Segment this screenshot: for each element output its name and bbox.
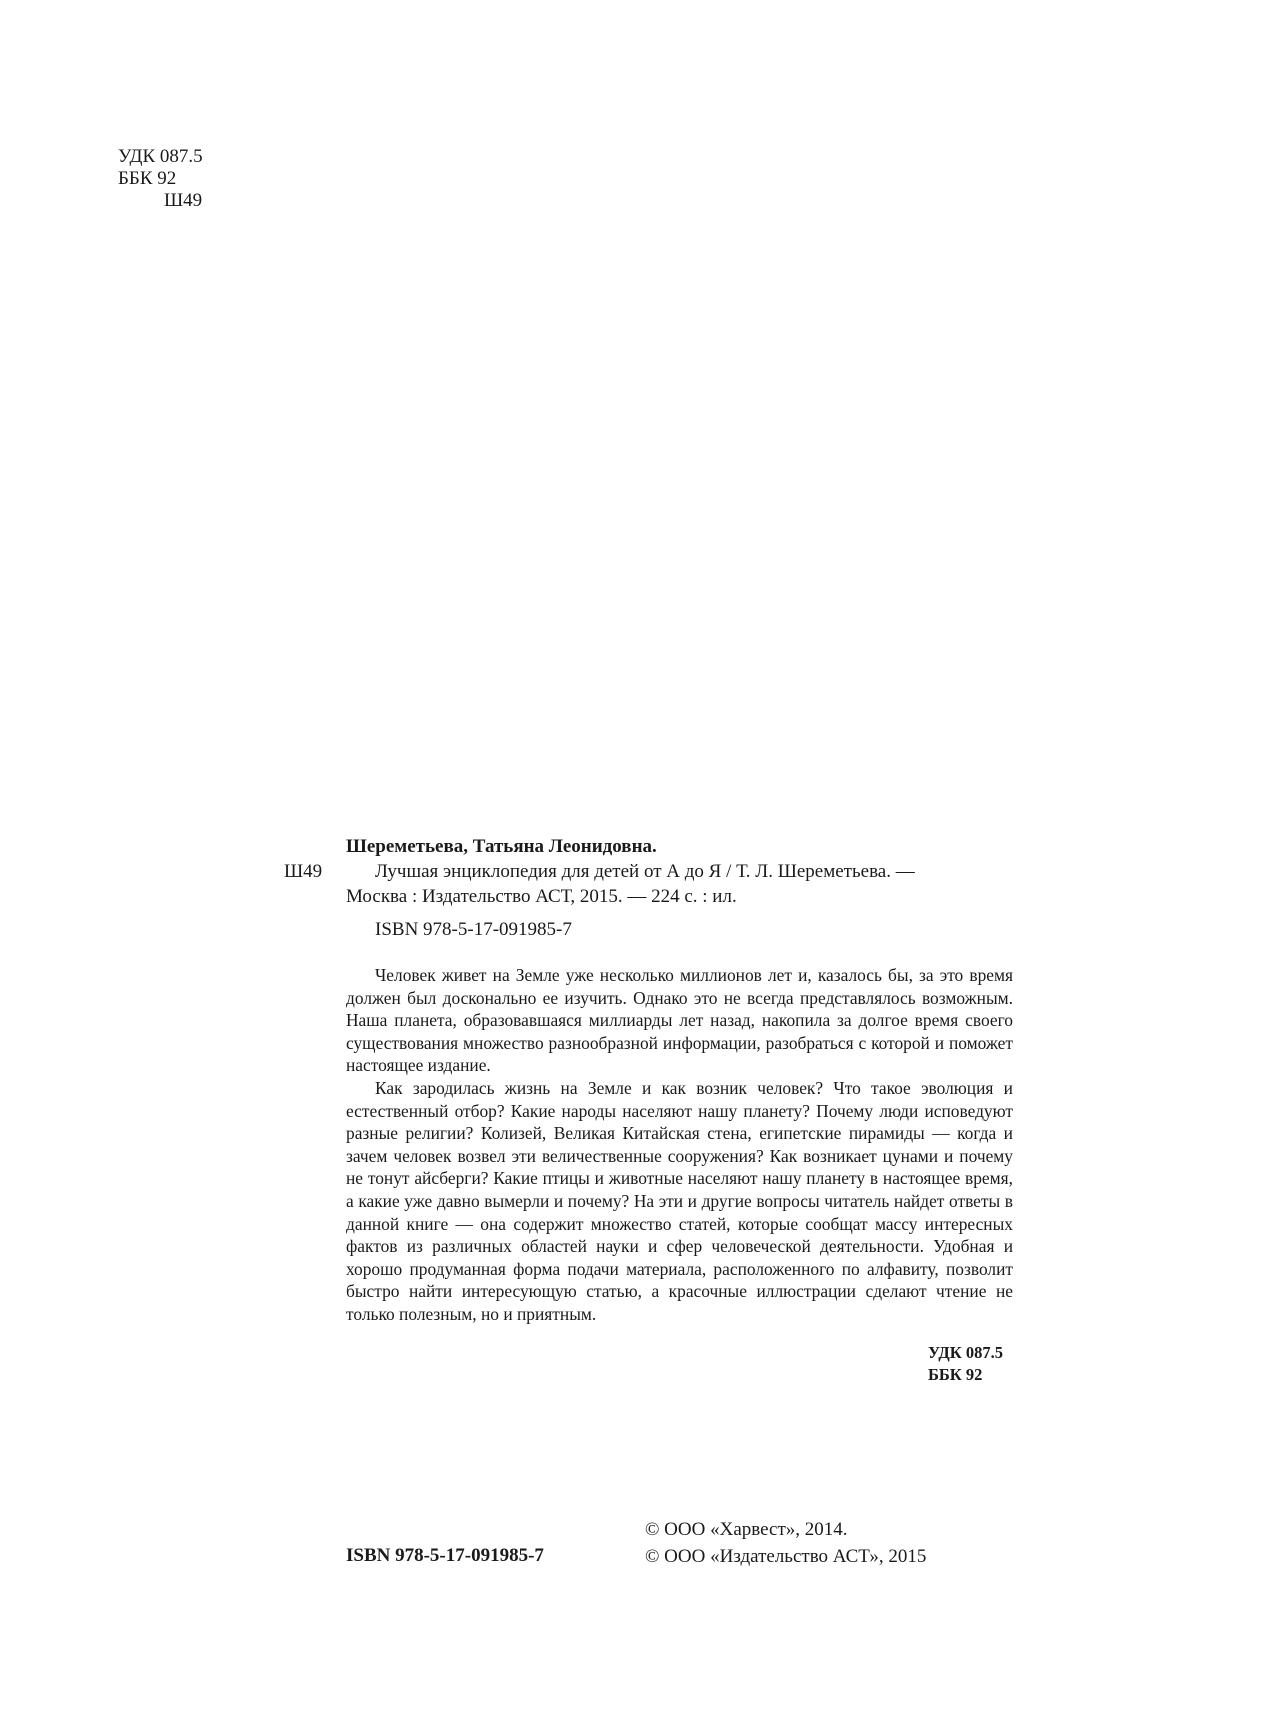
bbk-code: ББК 92 [118,168,177,189]
book-title-line-2: Москва : Издательство АСТ, 2015. — 224 с. : ил. [346,886,737,907]
classification-codes-bottom [346,1342,1013,1386]
card-author-mark: Ш49 [284,861,323,882]
annotation-paragraph-1: Человек живет на Земле уже несколько миллионов лет и, казалось бы, за это время должен был досконально ее изучить. Однако это не всегда представлялось возможным. Наша планета, образовавшаяся миллиарды лет назад, накопила за долгое время своего существования множество разнообразной информации, разобраться с которой и поможет настоящее издание. [346,965,1013,1076]
bibliographic-card [284,834,1013,1386]
bottom-bbk-code: ББК 92 [927,1364,983,1384]
classification-codes-top [118,146,203,212]
annotation [346,964,1013,1326]
author-mark: Ш49 [164,190,203,211]
footer-isbn: ISBN 978-5-17-091985-7 [346,1545,544,1566]
author-name: Шереметьева, Татьяна Леонидовна. [346,836,657,857]
book-title-line-1: Лучшая энциклопедия для детей от А до Я / Т. Л. Шереметьева. — [375,861,915,882]
card-isbn: ISBN 978-5-17-091985-7 [375,919,572,940]
annotation-paragraph-2: Как зародилась жизнь на Земле и как возник человек? Что такое эволюция и естественный отбор? Какие народы населяют нашу планету? Почему люди исповедуют разные религии? Колизей, Великая Китайская стена, египетские пирамиды — когда и зачем человек возвел эти величественные сооружения? Как возникает цунами и почему не тонут айсберги? Какие птицы и животные населяют нашу планету в настоящее время, а какие уже давно вымерли и почему? На эти и другие вопросы читатель найдет ответы в данной книге — она содержит множество статей, которые сообщат массу интересных фактов из различных областей науки и сфер человеческой деятельности. Удобная и хорошо продуманная форма подачи материала, расположенного по алфавиту, позволит быстро найти интересующую статью, а красочные иллюстрации сделают чтение не только полезным, но и приятным. [346,1077,1013,1324]
copyright-ast: © ООО «Издательство АСТ», 2015 [645,1546,927,1567]
udk-code: УДК 087.5 [118,146,203,167]
copyright-notices [645,1516,926,1570]
copyright-harvest: © ООО «Харвест», 2014. [645,1519,848,1540]
bottom-udk-code: УДК 087.5 [927,1342,1003,1362]
